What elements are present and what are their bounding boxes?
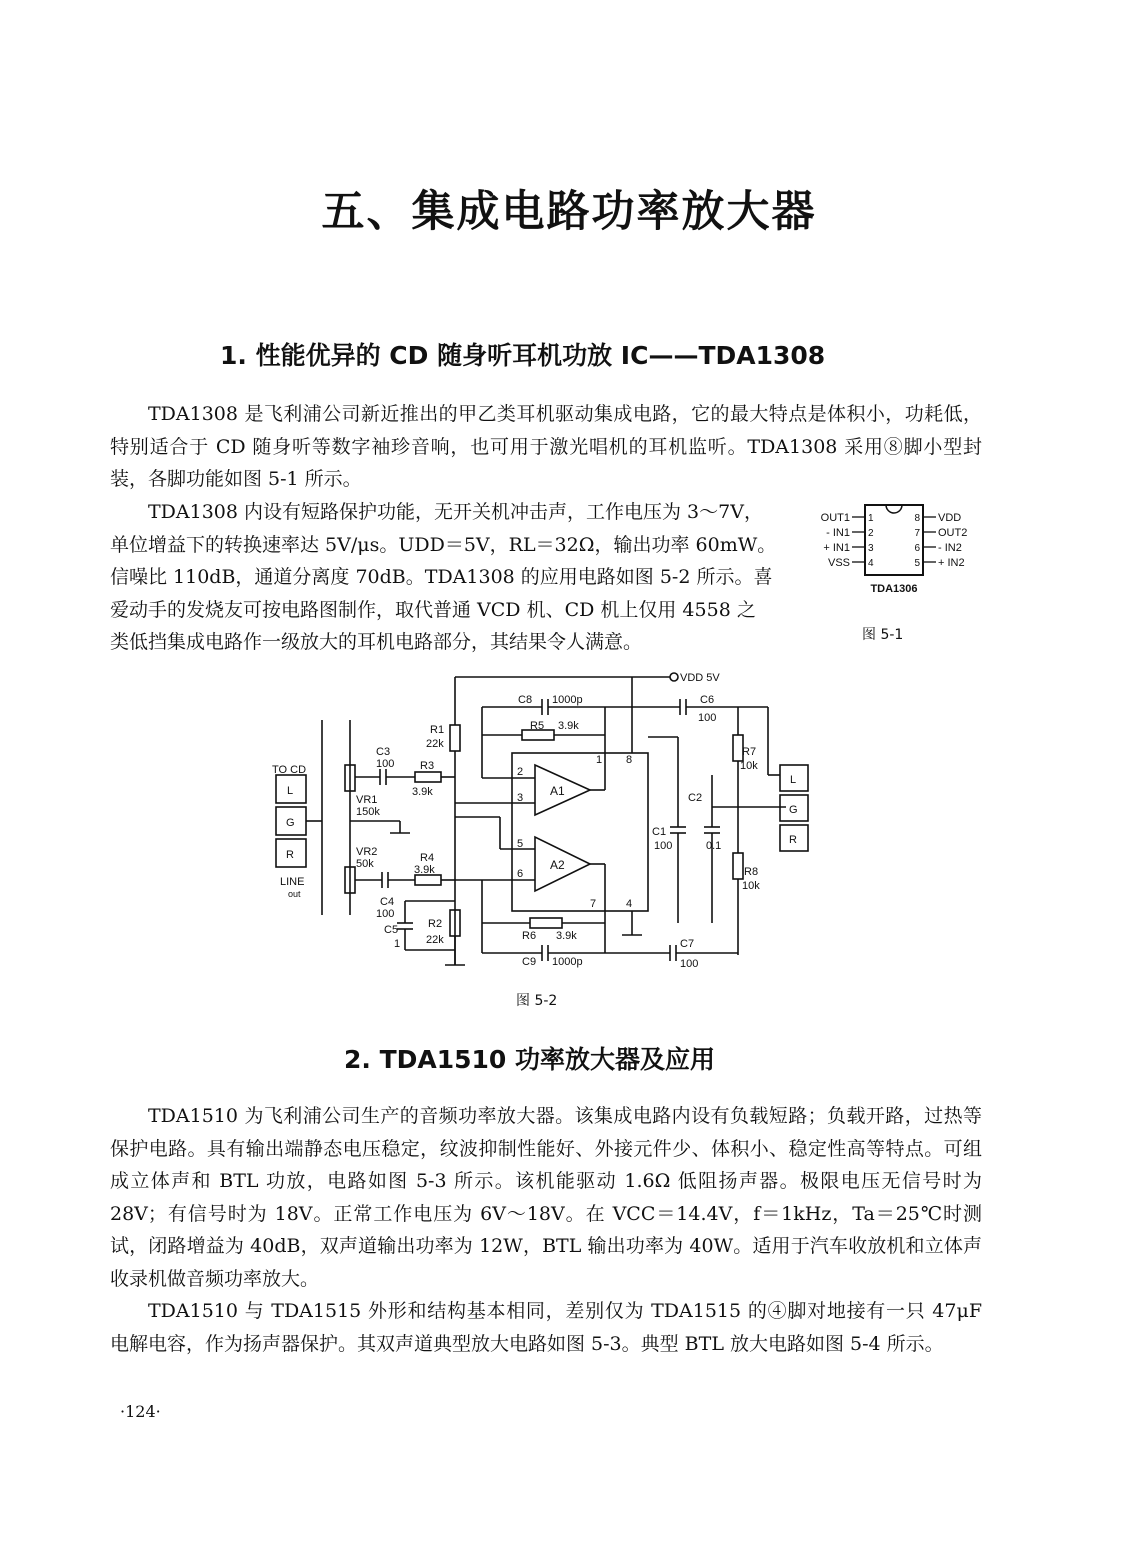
- page-number: ·124·: [120, 1402, 161, 1421]
- r6-label: R6: [522, 930, 537, 942]
- a1-label: A1: [550, 784, 565, 798]
- jack-g: G: [286, 817, 295, 829]
- c9-label: C9: [522, 956, 537, 968]
- figure-5-2-circuit: [260, 665, 820, 975]
- c4-value: 100: [376, 908, 395, 920]
- r7-value: 10k: [740, 760, 758, 772]
- pin-label: - IN2: [938, 542, 962, 554]
- c3-label: C3: [376, 746, 391, 758]
- c1-value: 100: [654, 840, 673, 852]
- vr2-value: 50k: [356, 858, 374, 870]
- pin-number: 5: [914, 558, 920, 569]
- section2-paragraph-2: TDA1510 与 TDA1515 外形和结构基本相同，差别仅为 TDA1515 的④脚对地接有一只 47μF 电解电容，作为扬声器保护。其双声道典型放大电路如图 5-3。典型 BTL 放大电路如图 5-4 所示。: [110, 1300, 982, 1355]
- pin-5: 5: [517, 838, 524, 850]
- c8-label: C8: [518, 694, 533, 706]
- jack-l: L: [287, 785, 294, 797]
- pin-number: 6: [914, 543, 920, 554]
- r3-value: 3.9k: [412, 786, 433, 798]
- r3-label: R3: [420, 760, 435, 772]
- para2-line: 单位增益下的转换速率达 5V/μs。UDD＝5V，RL＝32Ω，输出功率 60mW。: [110, 533, 777, 556]
- out-label: out: [288, 889, 301, 899]
- c6-label: C6: [700, 694, 715, 706]
- vr1-label: VR1: [356, 794, 378, 806]
- r8-label: R8: [744, 866, 759, 878]
- section1-paragraph-2: [110, 496, 810, 659]
- pin-1: 1: [596, 754, 603, 766]
- figure-5-2-caption: 图 5-2: [516, 993, 558, 1009]
- r1-label: R1: [430, 724, 445, 736]
- pin-number: 4: [868, 558, 874, 569]
- r6-value: 3.9k: [556, 930, 577, 942]
- para2-line: TDA1308 内设有短路保护功能，无开关机冲击声，工作电压为 3～7V，: [148, 501, 763, 523]
- c7-label: C7: [680, 938, 695, 950]
- vr1-value: 150k: [356, 806, 380, 818]
- c3-value: 100: [376, 758, 395, 770]
- pin-label: VDD: [938, 512, 962, 524]
- jack-out-g: G: [789, 804, 798, 816]
- c7-value: 100: [680, 958, 699, 970]
- chip-label: TDA1306: [870, 583, 918, 595]
- pin-2: 2: [517, 766, 524, 778]
- r4-label: R4: [420, 852, 435, 864]
- section1-heading: 1. 性能优异的 CD 随身听耳机功放 IC——TDA1308: [220, 341, 826, 370]
- r2-value: 22k: [426, 934, 444, 946]
- r4-value: 3.9k: [414, 864, 435, 876]
- pin-number: 2: [868, 528, 874, 539]
- pin-number: 7: [914, 528, 920, 539]
- c1-label: C1: [652, 826, 667, 838]
- section2-heading: 2. TDA1510 功率放大器及应用: [344, 1045, 716, 1074]
- pin-number: 8: [914, 513, 920, 524]
- c9-value: 1000p: [552, 956, 583, 968]
- pin-6: 6: [517, 868, 524, 880]
- pin-label: VSS: [827, 557, 850, 569]
- c4-label: C4: [380, 896, 395, 908]
- r5-value: 3.9k: [558, 720, 579, 732]
- para2-line: 爱动手的发烧友可按电路图制作，取代普通 VCD 机、CD 机上仅用 4558 之: [110, 598, 756, 621]
- r8-value: 10k: [742, 880, 760, 892]
- para2-line: 信噪比 110dB，通道分离度 70dB。TDA1308 的应用电路如图 5-2 所示。喜: [110, 566, 773, 588]
- section1-paragraph-1: TDA1308 是飞利浦公司新近推出的甲乙类耳机驱动集成电路，它的最大特点是体积小，功耗低，特别适合于 CD 随身听等数字袖珍音响，也可用于激光唱机的耳机监听。TDA1308 采用⑧脚小型封装，各脚功能如图 5-1 所示。: [110, 403, 982, 490]
- c8-value: 1000p: [552, 694, 583, 706]
- pin-label: OUT1: [820, 512, 850, 524]
- r1-value: 22k: [426, 738, 444, 750]
- c2-label: C2: [688, 792, 703, 804]
- section2-paragraphs: [110, 1100, 982, 1360]
- vdd-label: VDD 5V: [680, 672, 720, 684]
- vr2-label: VR2: [356, 846, 378, 858]
- c6-value: 100: [698, 712, 717, 724]
- pin-label: - IN1: [826, 527, 850, 539]
- para2-line: 类低挡集成电路作一级放大的耳机电路部分，其结果令人满意。: [110, 631, 643, 653]
- c5-label: C5: [384, 924, 399, 936]
- pin-label: OUT2: [938, 527, 968, 539]
- pin-label: + IN1: [823, 542, 850, 554]
- chapter-title: 五、集成电路功率放大器: [321, 187, 817, 237]
- figure-5-1-pinout: [808, 500, 988, 600]
- line-label: LINE: [280, 876, 305, 888]
- pin-label: + IN2: [938, 557, 965, 569]
- pin-number: 1: [868, 513, 874, 524]
- jack-out-r: R: [789, 834, 797, 846]
- pin-4: 4: [626, 898, 633, 910]
- c2-value: 0.1: [706, 840, 722, 852]
- r2-label: R2: [428, 918, 443, 930]
- pin-3: 3: [517, 792, 524, 804]
- section2-paragraph-1: TDA1510 为飞利浦公司生产的音频功率放大器。该集成电路内设有负载短路；负载开路，过热等保护电路。具有输出端静态电压稳定，纹波抑制性能好、外接元件少、体积小、稳定性高等特点。可组成立体声和 BTL 功放，电路如图 5-3 所示。该机能驱动 1.6Ω 低阻扬声器。极限电压无信号时为 28V；有信号时为 18V。正常工作电压为 6V～18V。在 VCC＝14.4V，f＝1kHz，Ta＝25℃时测试，闭路增益为 40dB，双声道输出功率为 12W，BTL 输出功率为 40W。适用于汽车收放机和立体声收录机做音频功率放大。: [110, 1105, 982, 1290]
- jack-r: R: [286, 849, 294, 861]
- to-cd-label: TO CD: [272, 764, 307, 776]
- r5-label: R5: [530, 720, 545, 732]
- pin-7: 7: [590, 898, 597, 910]
- pin-number: 3: [868, 543, 874, 554]
- pin-8: 8: [626, 754, 633, 766]
- jack-out-l: L: [790, 774, 797, 786]
- a2-label: A2: [550, 858, 565, 872]
- c5-value: 1: [394, 938, 401, 950]
- r7-label: R7: [742, 746, 757, 758]
- figure-5-1-caption: 图 5-1: [862, 627, 904, 643]
